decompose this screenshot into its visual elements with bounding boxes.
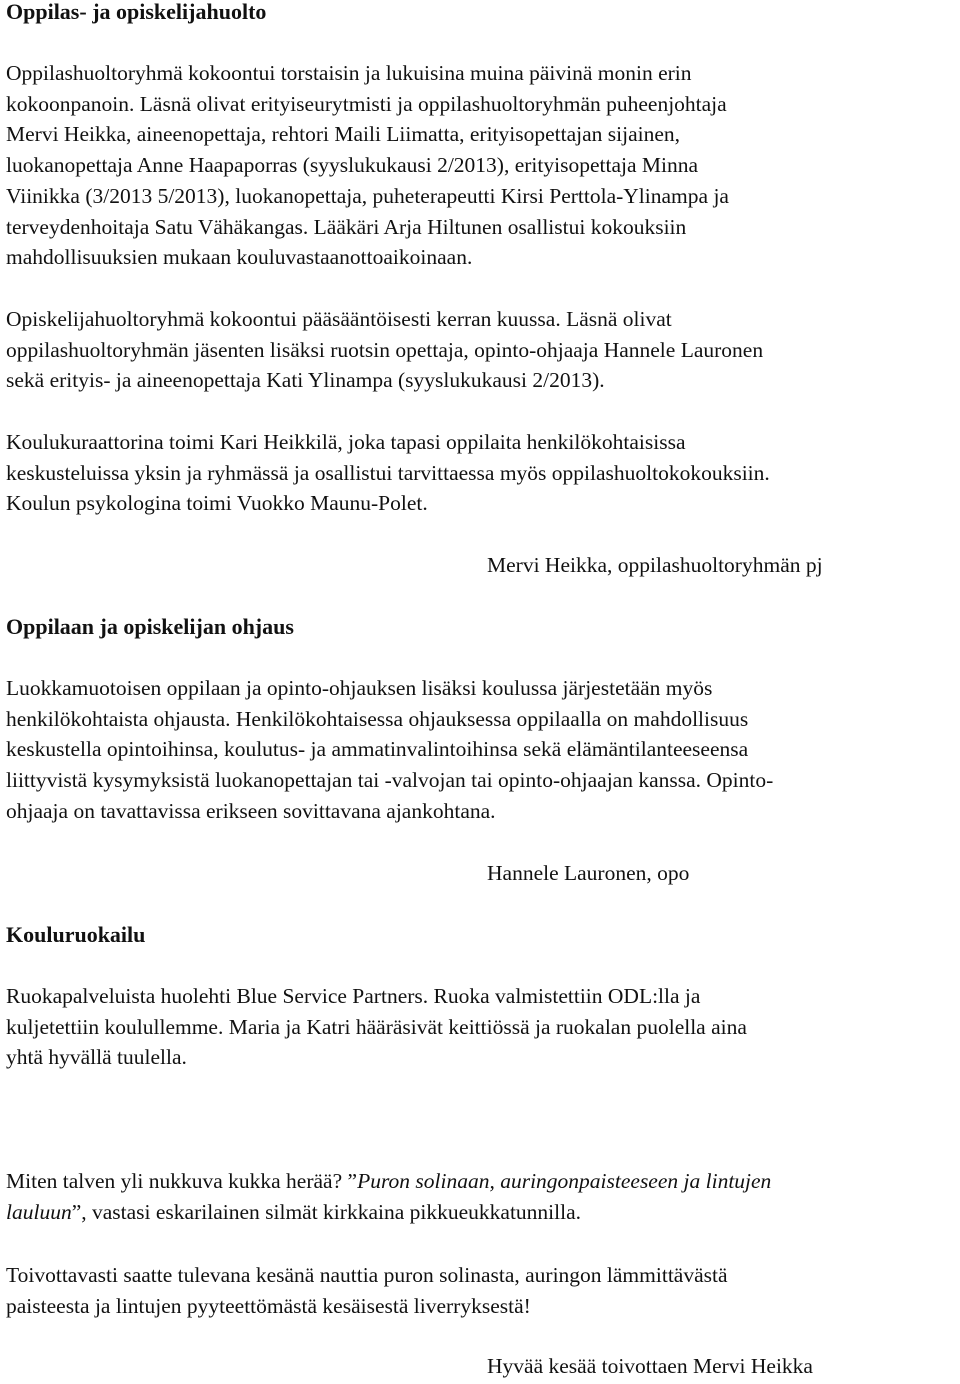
section-heading-kouluruokailu: Kouluruokailu xyxy=(6,922,146,947)
text-line: terveydenhoitaja Satu Vähäkangas. Lääkäri Arja Hiltunen osallistui kokouksiin xyxy=(6,214,687,239)
text-line: mahdollisuuksien mukaan kouluvastaanottoaikoinaan. xyxy=(6,245,473,270)
text-line xyxy=(6,1166,771,1197)
signature-ohjaus: Hannele Lauronen, opo xyxy=(487,861,690,885)
text-line: liittyvistä kysymyksistä luokanopettajan tai -valvojan tai opinto-ohjaajan kanssa. Opinto- xyxy=(6,768,774,793)
section-heading-oppilashuolto: Oppilas- ja opiskelijahuolto xyxy=(6,0,267,24)
signature-closing: Hyvää kesää toivottaen Mervi Heikka xyxy=(487,1354,813,1378)
paragraph-opiskelijahuoltoryhma xyxy=(6,304,763,396)
paragraph-oppilashuoltoryhma xyxy=(6,58,729,273)
text-line: keskustella opintoihinsa, koulutus- ja ammatinvalintoihinsa sekä elämäntilanteeseensa xyxy=(6,737,749,762)
text-line: kokoonpanoin. Läsnä olivat erityiseurytmisti ja oppilashuoltoryhmän puheenjohtaja xyxy=(6,91,727,116)
text-line: ohjaaja on tavattavissa erikseen sovittavana ajankohtana. xyxy=(6,798,496,823)
quote-text: lauluun xyxy=(6,1199,72,1224)
text-line: Mervi Heikka, aineenopettaja, rehtori Maili Liimatta, erityisopettajan sijainen, xyxy=(6,122,681,147)
quote-text: Puron solinaan, auringonpaisteeseen ja lintujen xyxy=(357,1169,772,1193)
text-line: yhtä hyvällä tuulella. xyxy=(6,1045,187,1070)
text-line: kuljetettiin koulullemme. Maria ja Katri hääräsivät keittiössä ja ruokalan puolella aina xyxy=(6,1014,747,1039)
paragraph-ohjaus xyxy=(6,673,773,827)
paragraph-closing-wish xyxy=(6,1260,728,1321)
text-line: Luokkamuotoisen oppilaan ja opinto-ohjauksen lisäksi koulussa järjestetään myös xyxy=(6,676,713,700)
text-line: paisteesta ja lintujen pyyteettömästä kesäisestä liverryksestä! xyxy=(6,1293,531,1318)
text-line: oppilashuoltoryhmän jäsenten lisäksi ruotsin opettaja, opinto-ohjaaja Hannele Lauronen xyxy=(6,337,764,362)
text-line: Oppilashuoltoryhmä kokoontui torstaisin ja lukuisina muina päivinä monin erin xyxy=(6,61,692,85)
text-line: Koulun psykologina toimi Vuokko Maunu-Polet. xyxy=(6,491,428,516)
text-line: Ruokapalveluista huolehti Blue Service Partners. Ruoka valmistettiin ODL:lla ja xyxy=(6,984,701,1008)
text-line: Opiskelijahuoltoryhmä kokoontui pääsääntöisesti kerran kuussa. Läsnä olivat xyxy=(6,307,672,331)
text-line: Toivottavasti saatte tulevana kesänä nauttia puron solinasta, auringon lämmittävästä xyxy=(6,1263,728,1287)
signature-oppilashuolto: Mervi Heikka, oppilashuoltoryhmän pj xyxy=(487,553,823,577)
text-line: Viinikka (3/2013 5/2013), luokanopettaja, puheterapeutti Kirsi Perttola-Ylinampa ja xyxy=(6,183,729,208)
paragraph-kouluruokailu xyxy=(6,981,747,1073)
quote-mark: ” xyxy=(347,1169,358,1193)
text-line: keskusteluissa yksin ja ryhmässä ja osallistui tarvittaessa myös oppilashuoltokokouksiin. xyxy=(6,460,770,485)
text-line: Koulukuraattorina toimi Kari Heikkilä, joka tapasi oppilaita henkilökohtaisissa xyxy=(6,430,686,454)
text-line: sekä erityis- ja aineenopettaja Kati Ylinampa (syyslukukausi 2/2013). xyxy=(6,368,605,393)
quote-tail: , vastasi eskarilainen silmät kirkkaina pikkueukkatunnilla. xyxy=(81,1199,581,1224)
quote-mark: ” xyxy=(71,1199,82,1224)
paragraph-koulukuraattori xyxy=(6,427,770,519)
paragraph-closing-quote xyxy=(6,1166,771,1227)
text-line: henkilökohtaista ohjausta. Henkilökohtaisessa ohjauksessa oppilaalla on mahdollisuus xyxy=(6,706,749,731)
text-line: luokanopettaja Anne Haapaporras (syyslukukausi 2/2013), erityisopettaja Minna xyxy=(6,153,699,178)
section-heading-ohjaus: Oppilaan ja opiskelijan ohjaus xyxy=(6,614,294,639)
closing-question: Miten talven yli nukkuva kukka herää? xyxy=(6,1169,343,1193)
text-line xyxy=(6,1197,771,1228)
